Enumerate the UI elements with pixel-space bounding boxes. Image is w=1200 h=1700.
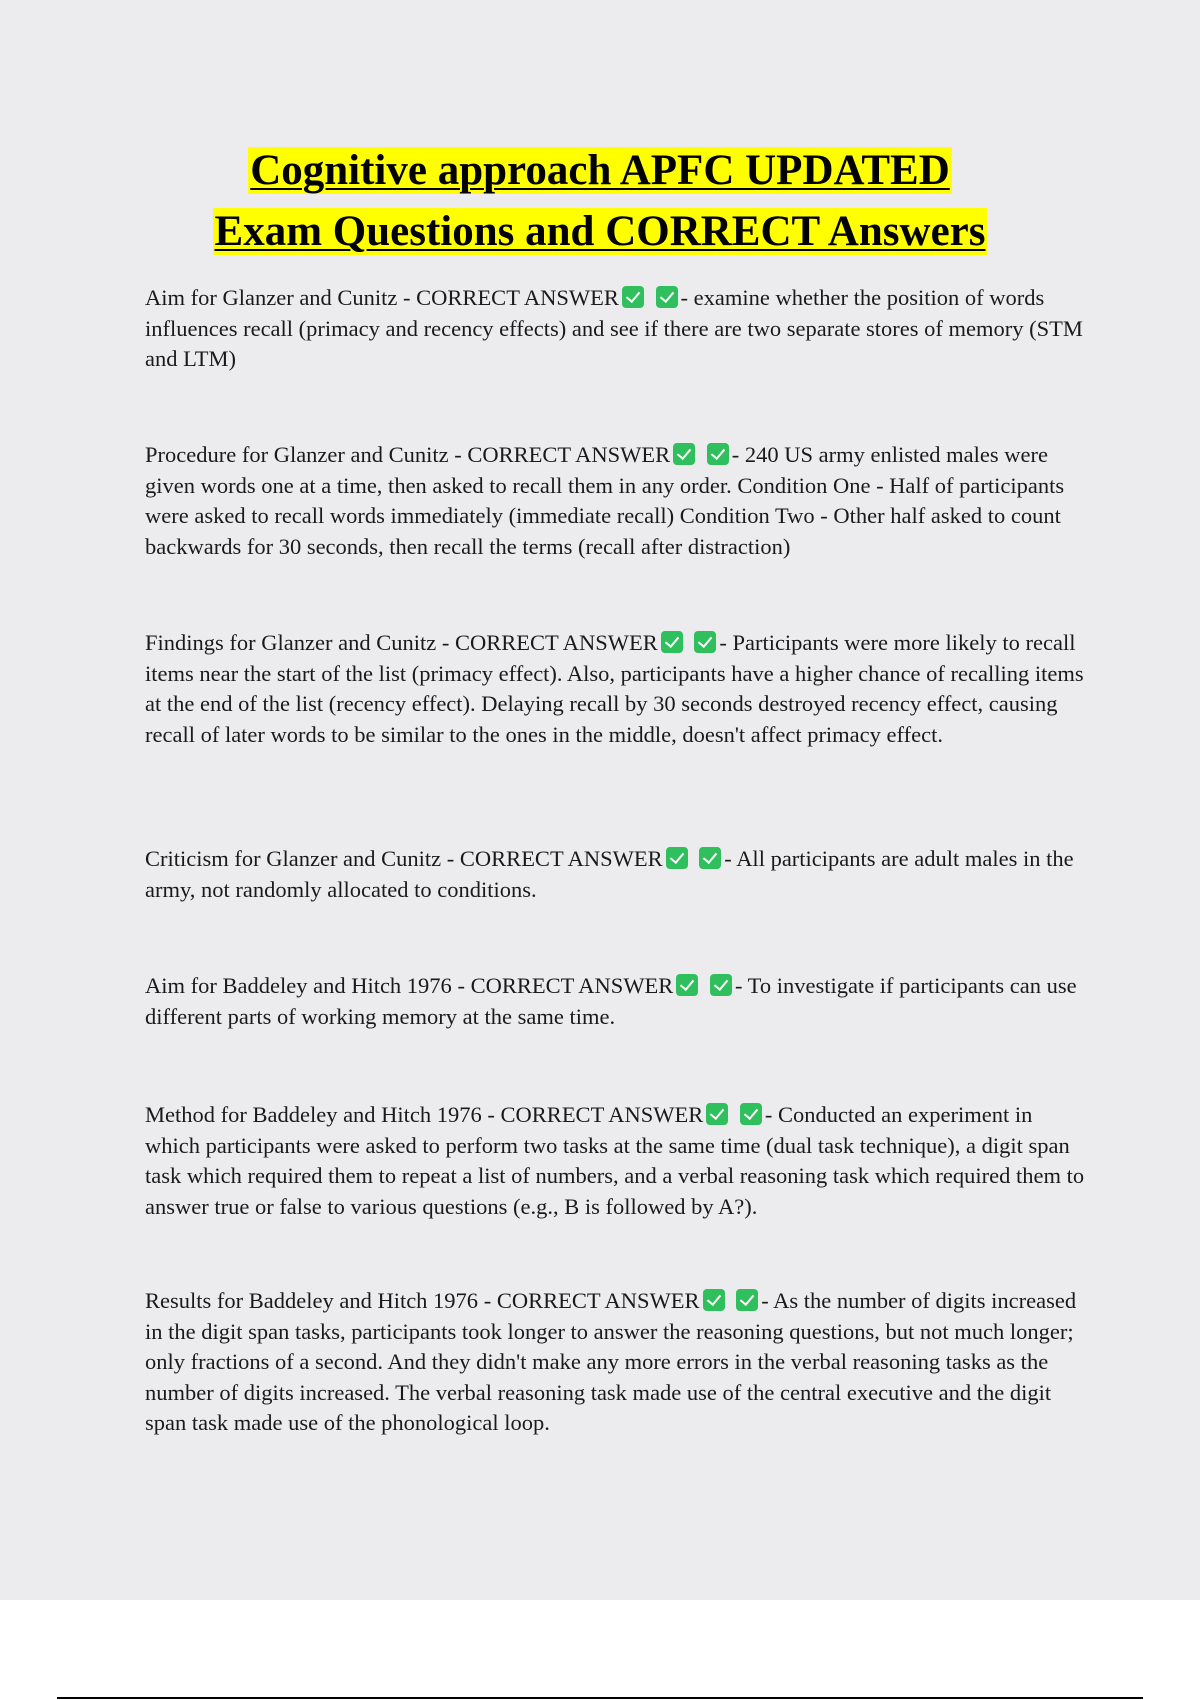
check-mark-icon <box>622 286 644 308</box>
check-mark-icon <box>694 631 716 653</box>
check-mark-icon <box>661 631 683 653</box>
check-mark-icon <box>656 286 678 308</box>
check-mark-icon <box>676 974 698 996</box>
qa-item: Aim for Baddeley and Hitch 1976 - CORRECT ANSWER - To investigate if participants can use different parts of working memory at the same time. <box>145 973 1077 1029</box>
qa-item: Aim for Glanzer and Cunitz - CORRECT ANSWER - examine whether the position of words influences recall (primacy and recency effects) and see if there are two separate stores of memory (STM and LTM) <box>145 285 1083 371</box>
qa-item: Criticism for Glanzer and Cunitz - CORRECT ANSWER - All participants are adult males in the army, not randomly allocated to conditions. <box>145 846 1074 902</box>
check-mark-icon <box>666 847 688 869</box>
question-text: Procedure for Glanzer and Cunitz <box>145 442 449 467</box>
check-mark-icon <box>710 974 732 996</box>
check-mark-icon <box>699 847 721 869</box>
title-line-1: Cognitive approach APFC UPDATED <box>250 147 950 194</box>
answer-text: Conducted an experiment in which participants were asked to perform two tasks at the same time (dual task technique), a digit span task which required them to repeat a list of numbers, and a verbal reasoning task which required them to answer true or false to various questions (e.g., B is followed by A?). <box>145 1102 1085 1219</box>
answer-text: All participants are adult males in the army, not randomly allocated to conditions. <box>145 846 1074 902</box>
check-mark-icon <box>703 1289 725 1311</box>
answer-text: Participants were more likely to recall items near the start of the list (primacy effect). Also, participants have a higher chance of recalling items at the end of the list (recency effect). Delaying recall by 30 seconds destroyed recency effect, causing recall of later words to be similar to the ones in the middle, doesn't affect primacy effect. <box>145 630 1084 747</box>
question-text: Criticism for Glanzer and Cunitz <box>145 846 442 871</box>
answer-text: examine whether the position of words influences recall (primacy and recency effects) and see if there are two separate stores of memory (STM and LTM) <box>145 285 1083 371</box>
check-mark-icon <box>736 1289 758 1311</box>
check-mark-icon <box>706 1103 728 1125</box>
answer-text: 240 US army enlisted males were given words one at a time, then asked to recall them in any order. Condition One - Half of participants were asked to recall words immediately (immediate recall) Condition Two - Other half asked to count backwards for 30 seconds, then recall the terms (recall after distraction) <box>145 442 1065 559</box>
answer-marker: CORRECT ANSWER <box>467 442 671 467</box>
answer-marker: CORRECT ANSWER <box>470 973 674 998</box>
title-line-2: Exam Questions and CORRECT Answers <box>214 208 986 255</box>
qa-item: Procedure for Glanzer and Cunitz - CORRECT ANSWER - 240 US army enlisted males were given words one at a time, then asked to recall them in any order. Condition One - Half of participants were asked to recall words immediately (immediate recall) Condition Two - Other half asked to count backwards for 30 seconds, then recall the terms (recall after distraction) <box>145 442 1065 559</box>
question-text: Aim for Baddeley and Hitch 1976 <box>145 973 452 998</box>
question-text: Method for Baddeley and Hitch 1976 <box>145 1102 482 1127</box>
page-title <box>0 140 1200 262</box>
qa-item: Findings for Glanzer and Cunitz - CORRECT ANSWER - Participants were more likely to recall items near the start of the list (primacy effect). Also, participants have a higher chance of recalling items at the end of the list (recency effect). Delaying recall by 30 seconds destroyed recency effect, causing recall of later words to be similar to the ones in the middle, doesn't affect primacy effect. <box>145 630 1084 747</box>
check-mark-icon <box>707 443 729 465</box>
qa-item: Method for Baddeley and Hitch 1976 - CORRECT ANSWER - Conducted an experiment in which participants were asked to perform two tasks at the same time (dual task technique), a digit span task which required them to repeat a list of numbers, and a verbal reasoning task which required them to answer true or false to various questions (e.g., B is followed by A?). <box>145 1102 1085 1219</box>
answer-marker: CORRECT ANSWER <box>496 1288 700 1313</box>
answer-text: To investigate if participants can use different parts of working memory at the same time. <box>145 973 1077 1029</box>
answer-marker: CORRECT ANSWER <box>500 1102 704 1127</box>
check-mark-icon <box>673 443 695 465</box>
answer-marker: CORRECT ANSWER <box>454 630 658 655</box>
question-text: Aim for Glanzer and Cunitz <box>145 285 398 310</box>
answer-text: As the number of digits increased in the digit span tasks, participants took longer to answer the reasoning questions, but not much longer; only fractions of a second. And they didn't make any more errors in the verbal reasoning tasks as the number of digits increased. The verbal reasoning task made use of the central executive and the digit span task made use of the phonological loop. <box>145 1288 1077 1435</box>
check-mark-icon <box>740 1103 762 1125</box>
answer-marker: CORRECT ANSWER <box>459 846 663 871</box>
question-text: Results for Baddeley and Hitch 1976 <box>145 1288 479 1313</box>
answer-marker: CORRECT ANSWER <box>416 285 619 310</box>
qa-item: Results for Baddeley and Hitch 1976 - CORRECT ANSWER - As the number of digits increased in the digit span tasks, participants took longer to answer the reasoning questions, but not much longer; only fractions of a second. And they didn't make any more errors in the verbal reasoning tasks as the number of digits increased. The verbal reasoning task made use of the central executive and the digit span task made use of the phonological loop. <box>145 1288 1077 1435</box>
page-divider <box>57 1697 1143 1699</box>
question-text: Findings for Glanzer and Cunitz <box>145 630 437 655</box>
